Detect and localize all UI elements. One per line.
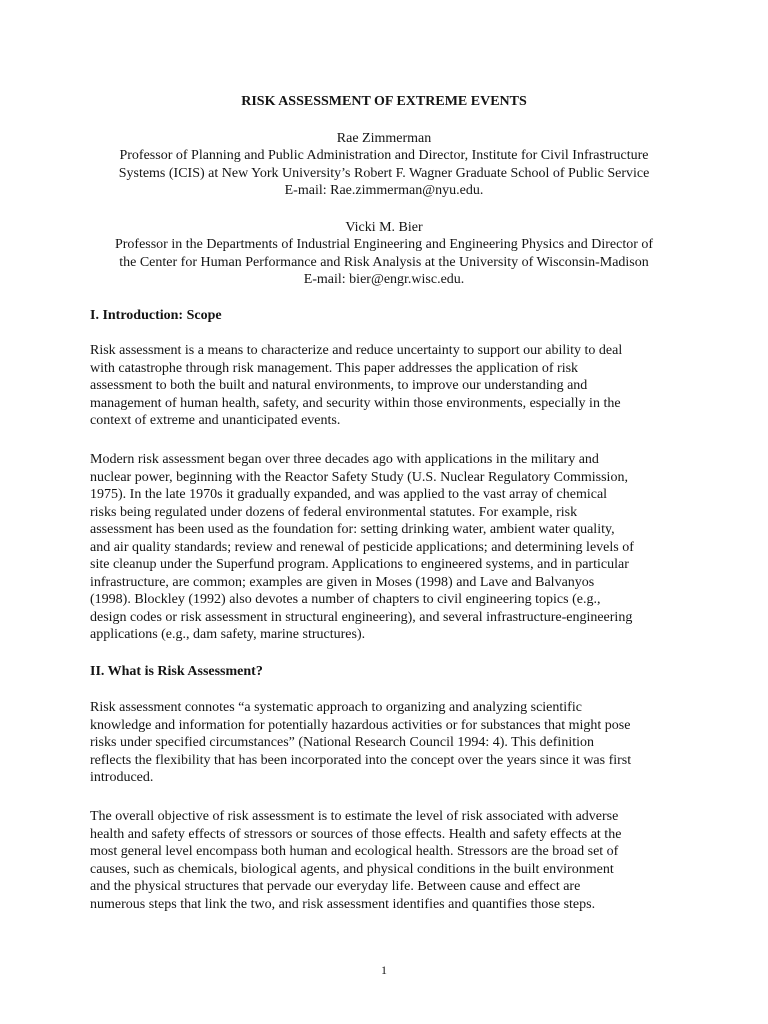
text-line: risks under specified circumstances” (National Research Council 1994: 4). This definition [90, 735, 594, 751]
author-name: Rae Zimmerman [336, 131, 432, 146]
text-line: with catastrophe through risk management. This paper addresses the application of risk [90, 360, 579, 376]
text-line: management of human health, safety, and security within those environments, especially in the [90, 395, 621, 411]
text-line: design codes or risk assessment in structural engineering), and several infrastructure-engineering [90, 609, 633, 625]
text-line: applications (e.g., dam safety, marine structures). [90, 627, 366, 643]
text-line: Modern risk assessment began over three decades ago with applications in the military and [90, 452, 599, 467]
text-line: assessment has been used as the foundation for: setting drinking water, ambient water quality, [90, 522, 615, 538]
text-line: nuclear power, beginning with the Reactor Safety Study (U.S. Nuclear Regulatory Commission, [90, 469, 628, 485]
author-affiliation-line: Systems (ICIS) at New York University’s Robert F. Wagner Graduate School of Public Service [118, 165, 650, 181]
author-name: Vicki M. Bier [345, 220, 423, 235]
text-line: The overall objective of risk assessment is to estimate the level of risk associated with adverse [90, 809, 619, 824]
author-affiliation-line: Professor in the Departments of Industrial Engineering and Engineering Physics and Director of [114, 237, 654, 253]
author-affiliation-line: Professor of Planning and Public Administration and Director, Institute for Civil Infrastructure [119, 148, 649, 164]
author-block-zimmerman [84, 130, 684, 199]
section-heading-what-is-risk-assessment: II. What is Risk Assessment? [90, 664, 263, 679]
text-line: infrastructure, are common; examples are given in Moses (1998) and Lave and Balvanyos [90, 574, 595, 590]
text-line: Risk assessment is a means to characterize and reduce uncertainty to support our ability to deal [90, 343, 623, 358]
text-line: 1975). In the late 1970s it gradually expanded, and was applied to the vast array of chemical [90, 487, 608, 503]
paragraph-introduction-1 [90, 342, 690, 430]
text-line: most general level encompass both human and ecological health. Stressors are the broad set of [90, 844, 619, 860]
text-line: health and safety effects of stressors or sources of those effects. Health and safety effects at the [90, 826, 622, 842]
author-affiliation-line: the Center for Human Performance and Risk Analysis at the University of Wisconsin-Madison [119, 254, 649, 270]
text-line: assessment to both the built and natural environments, to improve our understanding and [90, 378, 588, 394]
text-line: site cleanup under the Superfund program. Applications to engineered systems, and in particular [90, 557, 629, 573]
text-line: (1998). Blockley (1992) also devotes a number of chapters to civil engineering topics (e.g., [90, 592, 601, 608]
text-line: risks being regulated under dozens of federal environmental statutes. For example, risk [90, 504, 578, 520]
text-line: knowledge and information for potentially hazardous activities or for substances that might pose [90, 717, 631, 733]
text-line: reflects the flexibility that has been incorporated into the concept over the years since it was first [90, 752, 632, 768]
text-line: causes, such as chemicals, biological agents, and physical conditions in the built environment [90, 861, 614, 877]
author-email: E-mail: Rae.zimmerman@nyu.edu. [284, 182, 484, 198]
author-block-bier [84, 219, 684, 288]
text-line: numerous steps that link the two, and risk assessment identifies and quantifies those steps. [90, 896, 596, 912]
paragraph-definition-2 [90, 808, 690, 913]
text-line: and air quality standards; review and renewal of pesticide applications; and determining levels of [90, 539, 634, 555]
text-line: context of extreme and unanticipated events. [90, 413, 341, 429]
page-number: 1 [381, 963, 387, 977]
paper-title: RISK ASSESSMENT OF EXTREME EVENTS [241, 94, 527, 109]
paragraph-definition-1 [90, 699, 690, 787]
text-line: Risk assessment connotes “a systematic approach to organizing and analyzing scientific [90, 700, 582, 715]
paragraph-introduction-2 [90, 451, 690, 644]
text-line: introduced. [90, 770, 154, 786]
author-email: E-mail: bier@engr.wisc.edu. [303, 271, 465, 287]
text-line: and the physical structures that pervade our everyday life. Between cause and effect are [90, 879, 581, 895]
section-heading-introduction: I. Introduction: Scope [90, 308, 222, 323]
